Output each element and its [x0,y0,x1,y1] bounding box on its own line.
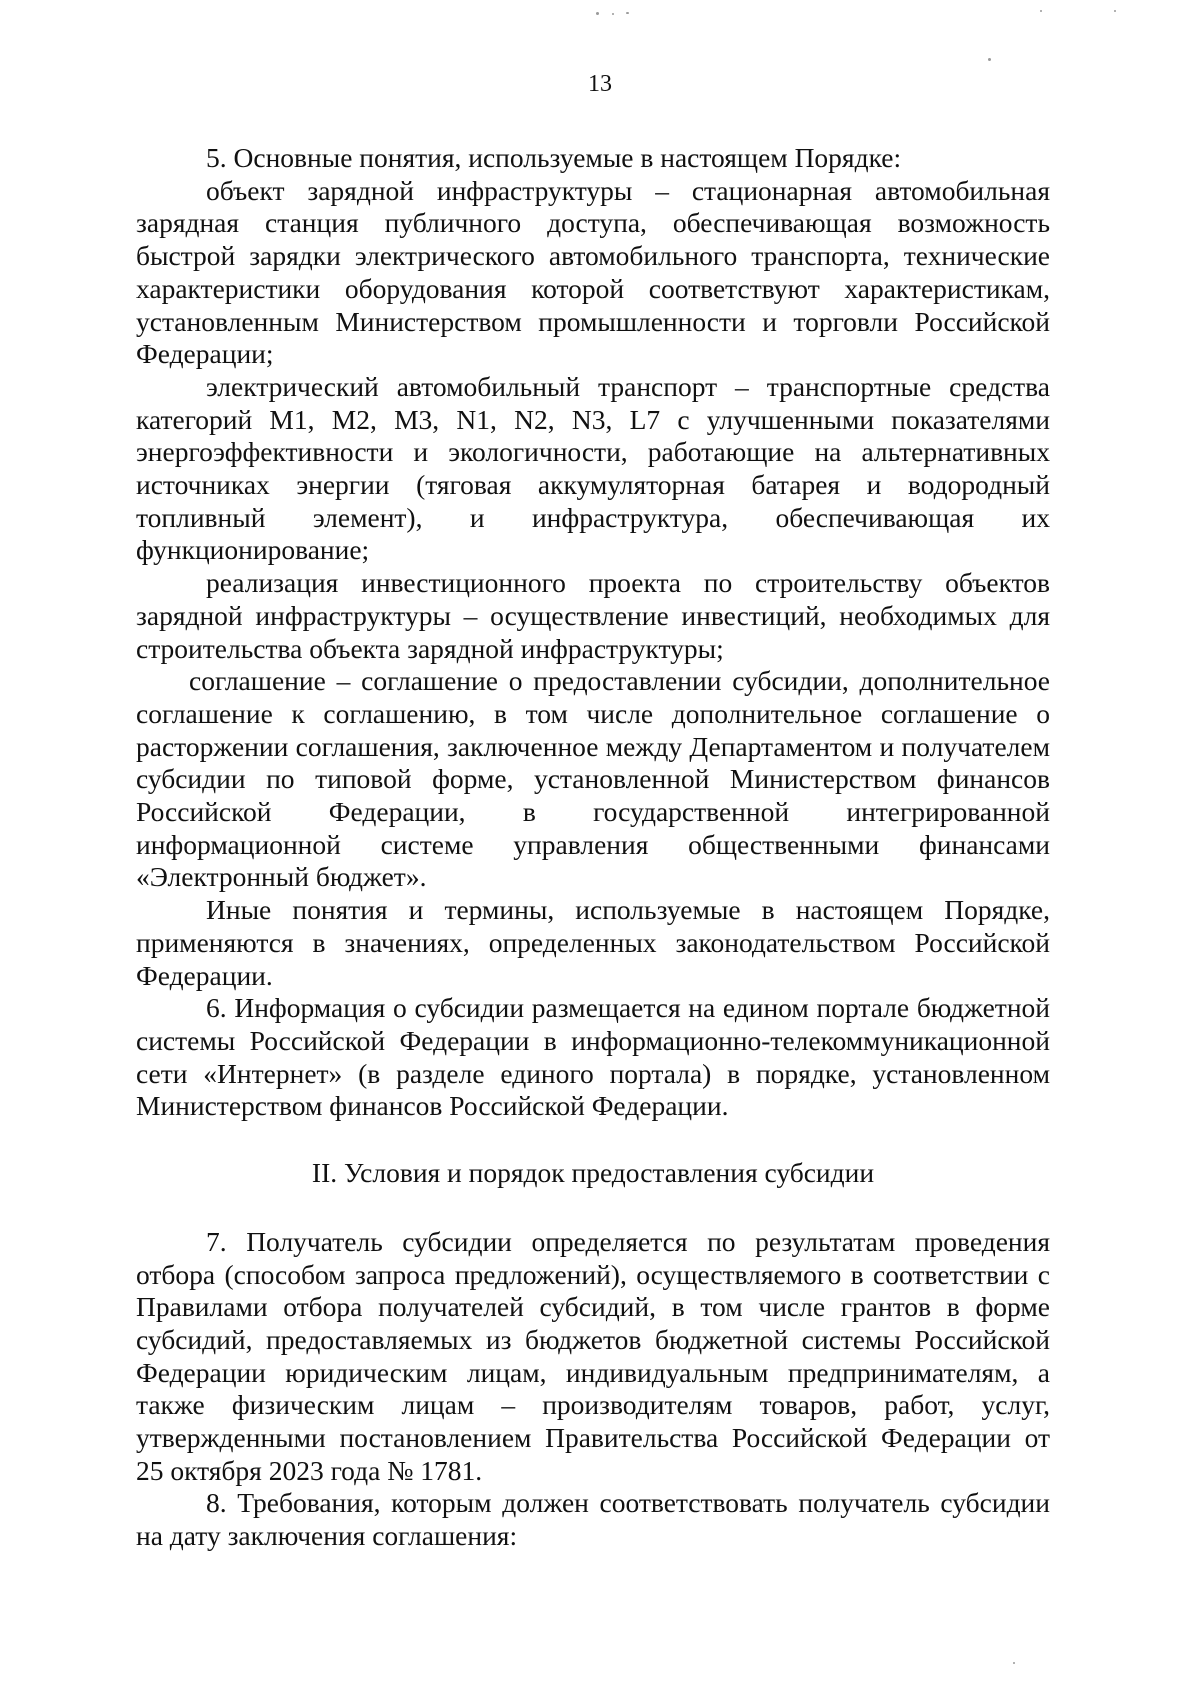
paragraph-agreement-definition: соглашение – соглашение о предоставлении субсидии, дополнительное соглашение к соглашению, в том числе дополнительное соглашение о расторжении соглашения, заключенное между Департаментом и получателем субсидии по типовой форме, установленной Министерством финансов Российской Федерации, в государственной интегрированной информационной системе управления общественными финансами «Электронный бюджет». [136,665,1050,893]
paragraph-subsidy-information: 6. Информация о субсидии размещается на едином портале бюджетной системы Российской Федерации в информационно-телекоммуникационной сети «Интернет» (в разделе единого портала) в порядке, установленном Министерством финансов Российской Федерации. [136,992,1050,1122]
paragraph-recipient-selection: 7. Получатель субсидии определяется по результатам проведения отбора (способом запроса предложений), осуществляемого в соответствии с Правилами отбора получателей субсидий, в том числе грантов в форме субсидий, предоставляемых из бюджетов бюджетной системы Российской Федерации юридическим лицам, индивидуальным предпринимателям, а также физическим лицам – производителям товаров, работ, услуг, утвержденными постановлением Правительства Российской Федерации от 25 октября 2023 года № 1781. [136,1225,1050,1486]
paragraph-recipient-requirements: 8. Требования, которым должен соответствовать получатель субсидии на дату заключения соглашения: [136,1487,1050,1552]
paragraph-definitions-intro: 5. Основные понятия, используемые в настоящем Порядке: [206,142,902,173]
page-number: 13 [588,71,612,97]
document-body [136,142,1050,1553]
paragraph-investment-project-definition: реализация инвестиционного проекта по строительству объектов зарядной инфраструктуры – осуществление инвестиций, необходимых для строительства объекта зарядной инфраструктуры; [136,567,1050,664]
scan-speck [1013,1662,1015,1664]
scan-speck [1040,10,1042,12]
section-heading: II. Условия и порядок предоставления субсидии [311,1157,875,1189]
scan-speck [596,12,599,15]
scan-speck [988,58,991,61]
scan-speck [1114,10,1116,12]
paragraph-electric-transport-definition: электрический автомобильный транспорт – транспортные средства категорий M1, M2, M3, N1, N2, N3, L7 с улучшенными показателями энергоэффективности и экологичности, работающие на альтернативных источниках энергии (тяговая аккумуляторная батарея и водородный топливный элемент), и инфраструктура, обеспечивающая их функционирование; [136,370,1050,566]
scan-speck [626,12,629,14]
paragraph-charging-infrastructure-definition: объект зарядной инфраструктуры – стационарная автомобильная зарядная станция публичного доступа, обеспечивающая возможность быстрой зарядки электрического автомобильного транспорта, технические характеристики оборудования которой соответствуют характеристикам, установленным Министерством промышленности и торговли Российской Федерации; [136,174,1050,370]
paragraph-other-terms: Иные понятия и термины, используемые в настоящем Порядке, применяются в значениях, определенных законодательством Российской Федерации. [136,894,1050,991]
scan-speck [612,13,614,15]
